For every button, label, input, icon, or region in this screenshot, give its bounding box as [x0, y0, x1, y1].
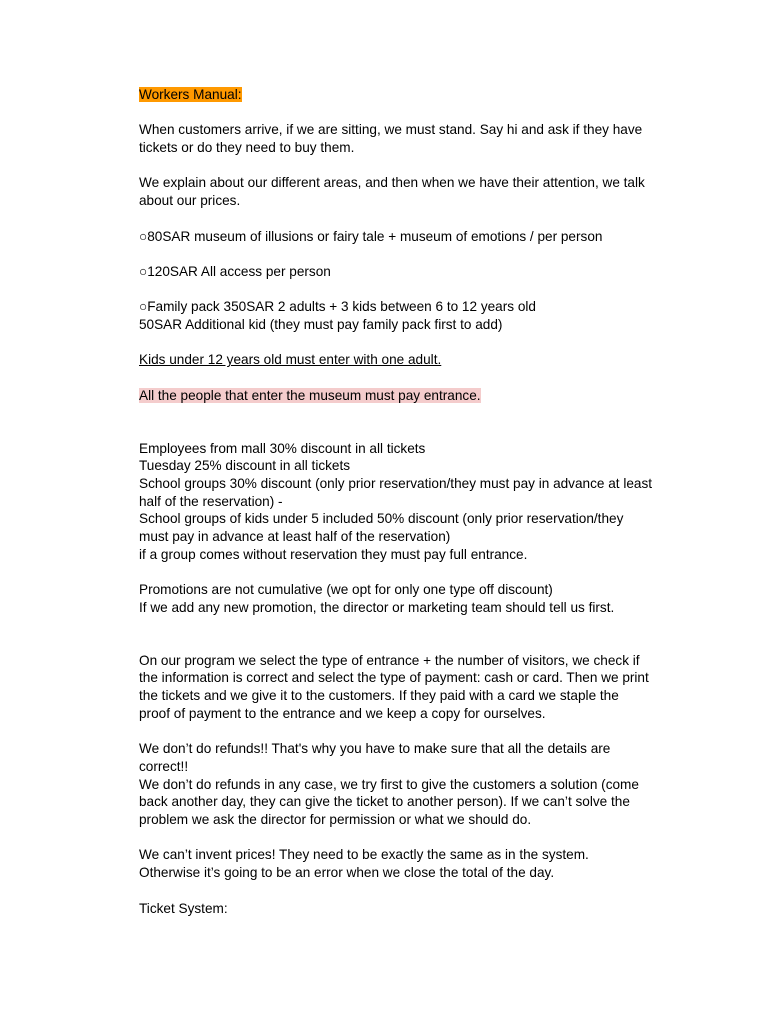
promotions-line-2: If we add any new promotion, the director or marketing team should tell us first.: [139, 599, 615, 615]
discount-line-3: School groups 30% discount (only prior reservation/they must pay in advance at least: [139, 476, 653, 492]
refunds-line-5: problem we ask the director for permission or what we should do.: [139, 812, 532, 828]
pay-rule: All the people that enter the museum must pay entrance.: [139, 387, 481, 403]
pay-rule-line: [139, 387, 684, 405]
discount-line-6: must pay in advance at least half of the reservation): [139, 529, 451, 545]
kids-rule-line: [139, 351, 684, 369]
bullet-circle-icon: ○: [139, 228, 148, 244]
discount-line-7: if a group comes without reservation they must pay full entrance.: [139, 546, 528, 562]
program-line-2: the information is correct and select the type of payment: cash or card. Then we print: [139, 670, 649, 686]
prices-rule-line-1: We can’t invent prices! They need to be exactly the same as in the system.: [139, 847, 589, 863]
refunds-line-2: correct!!: [139, 758, 189, 774]
refunds-line-1: We don’t do refunds!! That's why you have to make sure that all the details are: [139, 741, 611, 757]
refunds-line-4: back another day, they can give the ticket to another person). If we can’t solve the: [139, 794, 630, 810]
discount-line-5: School groups of kids under 5 included 50% discount (only prior reservation/they: [139, 511, 624, 527]
refunds-line-3: We don’t do refunds in any case, we try first to give the customers a solution (come: [139, 776, 639, 792]
price-item-text: 80SAR museum of illusions or fairy tale + museum of emotions / per person: [147, 228, 603, 244]
price-item-2: [139, 263, 684, 281]
ticket-system-heading: Ticket System:: [139, 900, 228, 916]
manual-title-line: [139, 86, 684, 104]
discount-line-4: half of the reservation) -: [139, 493, 283, 509]
additional-kid-line: 50SAR Additional kid (they must pay family pack first to add): [139, 317, 503, 333]
price-item-text: Family pack 350SAR 2 adults + 3 kids between 6 to 12 years old: [147, 299, 536, 315]
document-page: [139, 86, 684, 917]
bullet-circle-icon: ○: [139, 299, 148, 315]
program-line-4: proof of payment to the entrance and we keep a copy for ourselves.: [139, 705, 546, 721]
price-item-3: [139, 298, 684, 316]
discount-line-2: Tuesday 25% discount in all tickets: [139, 458, 351, 474]
program-line-3: the tickets and we give it to the customers. If they paid with a card we staple the: [139, 688, 619, 704]
kids-rule: Kids under 12 years old must enter with one adult.: [139, 352, 442, 368]
manual-title: Workers Manual:: [139, 87, 242, 102]
prices-rule-line-2: Otherwise it’s going to be an error when we close the total of the day.: [139, 865, 555, 881]
bullet-circle-icon: ○: [139, 263, 148, 279]
price-item-1: [139, 228, 684, 246]
program-line-1: On our program we select the type of entrance + the number of visitors, we check if: [139, 652, 640, 668]
greeting-line-1: When customers arrive, if we are sitting, we must stand. Say hi and ask if they have: [139, 122, 643, 138]
discount-line-1: Employees from mall 30% discount in all tickets: [139, 440, 426, 456]
price-item-text: 120SAR All access per person: [147, 263, 331, 279]
explain-line-1: We explain about our different areas, and then when we have their attention, we talk: [139, 175, 645, 191]
greeting-line-2: tickets or do they need to buy them.: [139, 140, 355, 156]
promotions-line-1: Promotions are not cumulative (we opt for only one type off discount): [139, 582, 553, 598]
explain-line-2: about our prices.: [139, 193, 241, 209]
